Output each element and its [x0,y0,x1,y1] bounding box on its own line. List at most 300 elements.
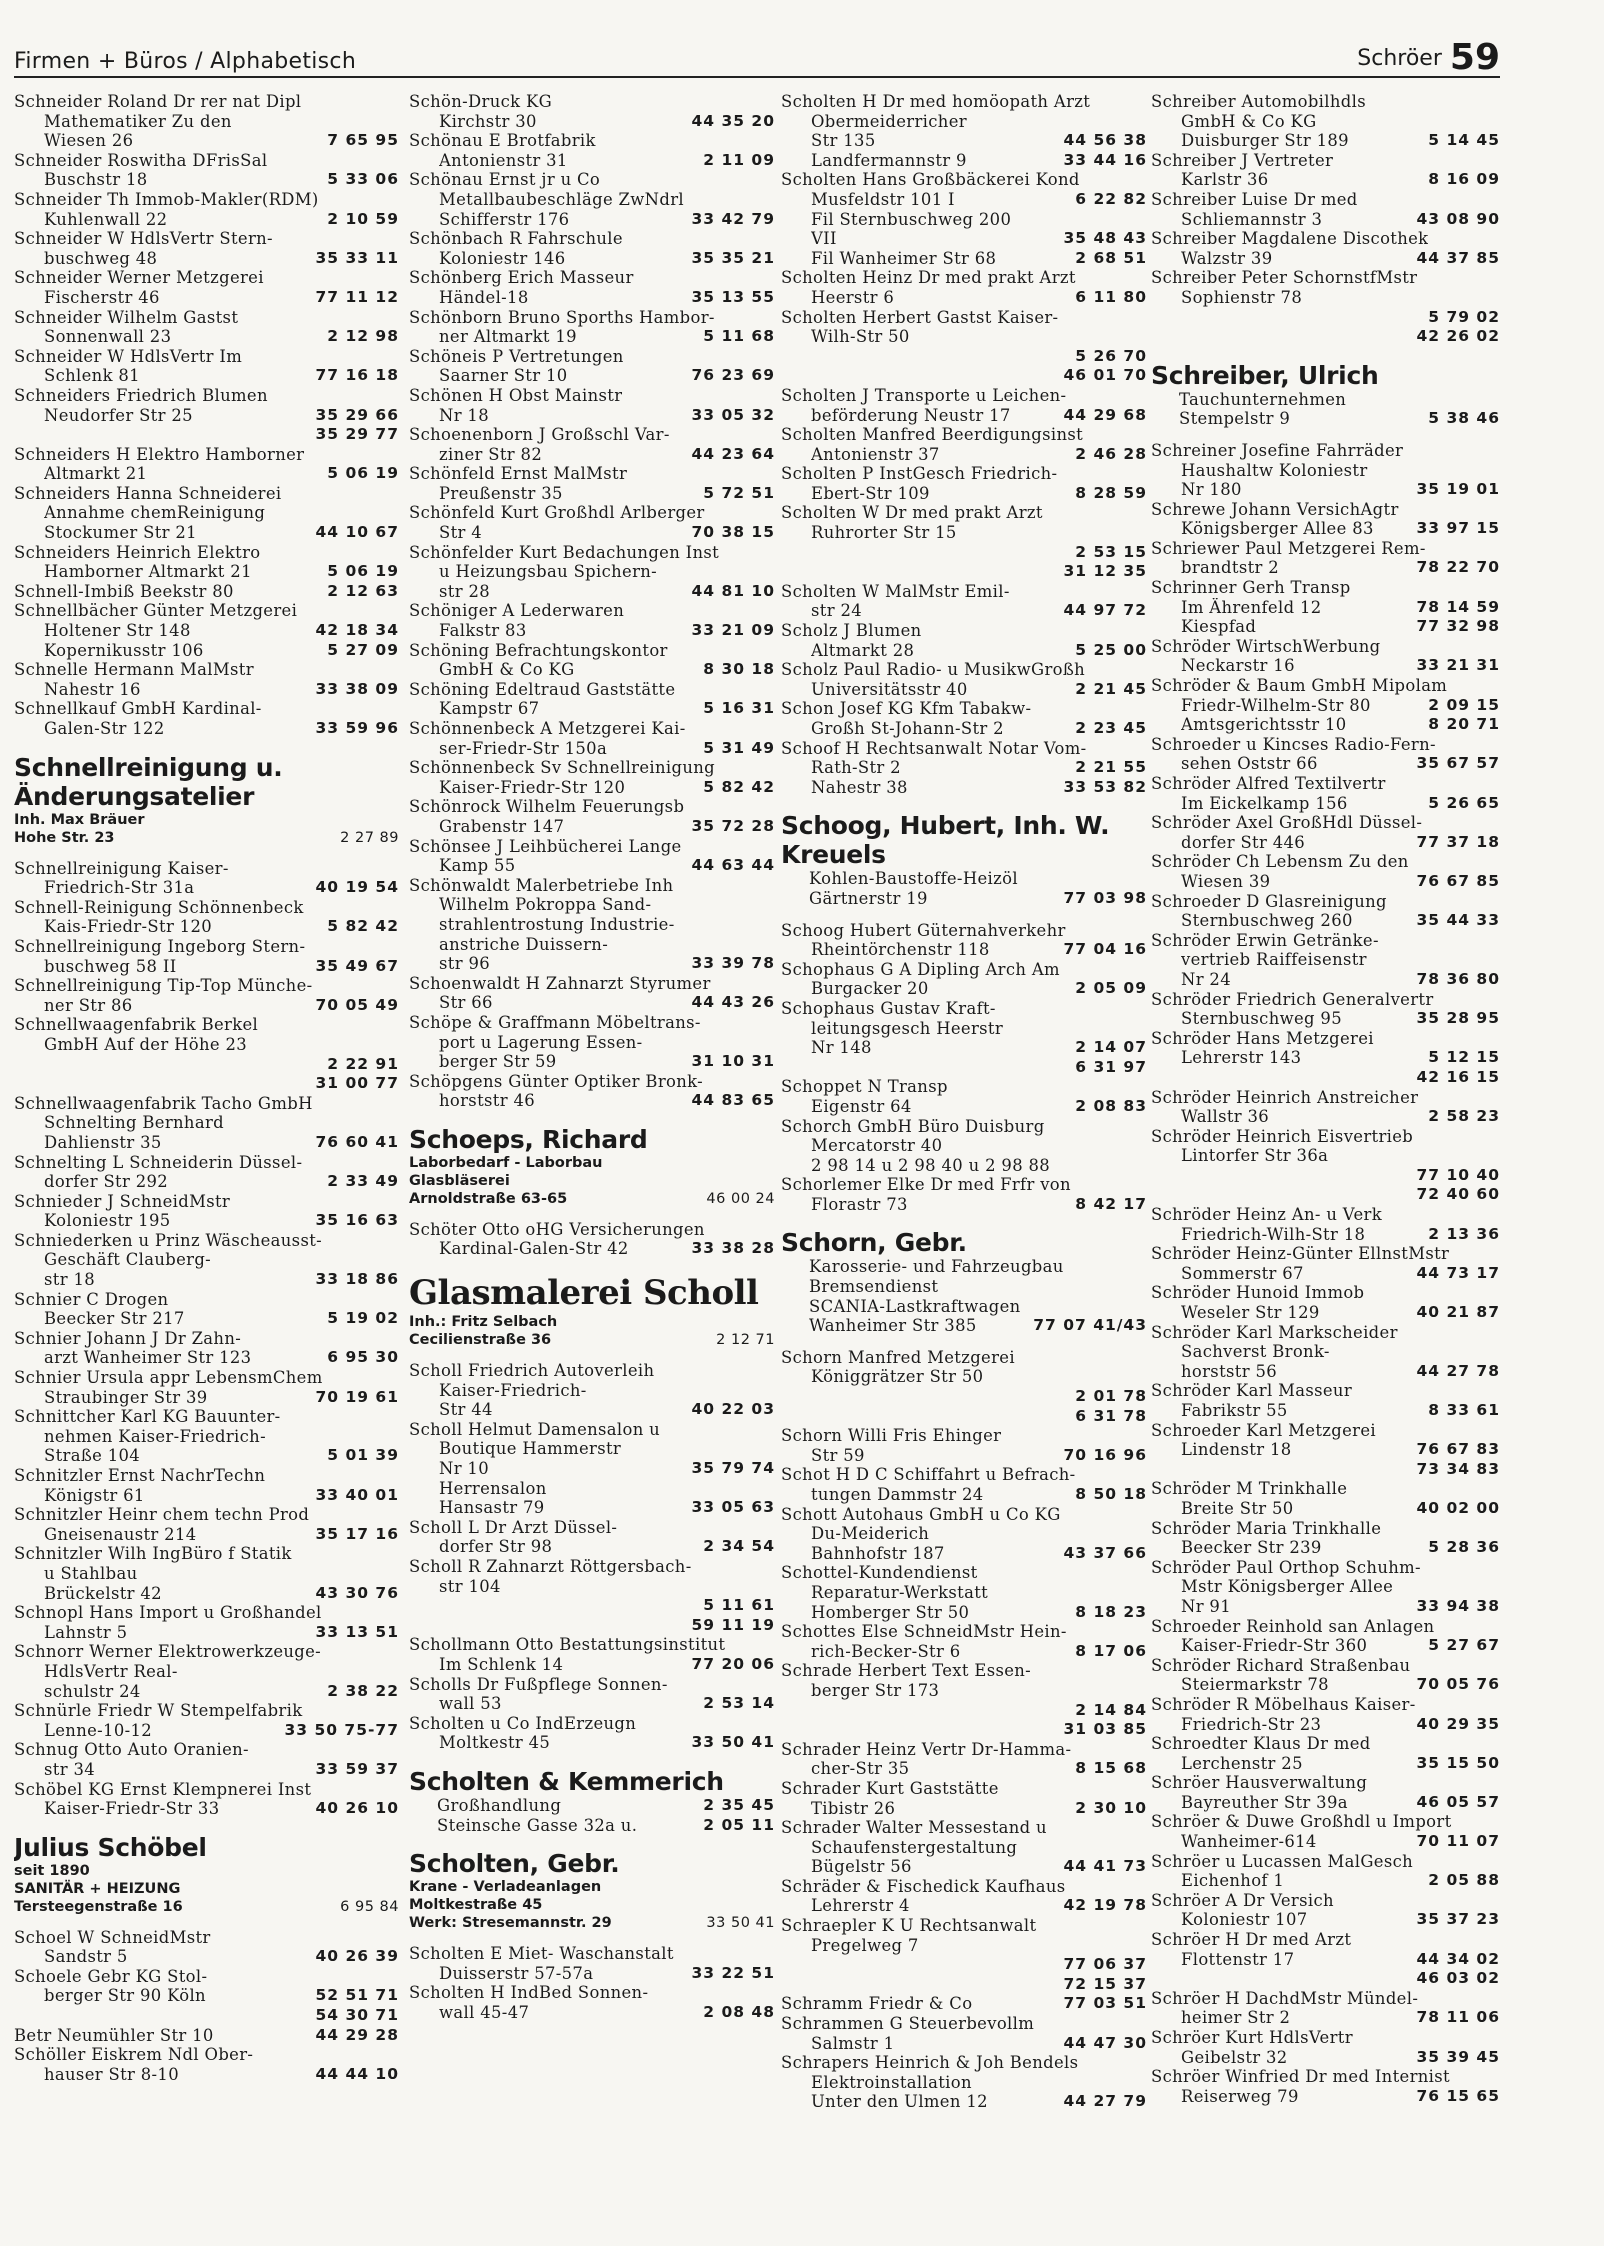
entry-text: Schophaus Gustav Kraft- [781,998,996,1018]
entry-line [1151,1362,1500,1382]
entry-text: Steiermarkstr 78 [1181,1675,1329,1695]
phone-number: 8 20 71 [1428,715,1500,734]
entry-text: Schröder Heinrich Anstreicher [1151,1087,1419,1107]
entry-text: Schöniger A Lederwaren [409,601,625,621]
entry-text: Schroeder u Kincses Radio-Fern- [1151,734,1436,754]
entry-text: Burgacker 20 [811,979,929,999]
entry-line [14,937,399,957]
listing-entry [14,1407,399,1466]
listing-entry [1151,1930,1500,1989]
entry-line [781,249,1147,269]
entry-line [409,837,775,857]
listing-entry [409,1675,775,1714]
listing-entry [1151,1773,1500,1812]
listing-entry [409,308,775,347]
listing-entry [781,1877,1147,1916]
entry-line [409,1331,775,1349]
entry-line [1151,1793,1500,1813]
entry-line [1151,1558,1500,1578]
phone-number: 70 05 76 [1416,1675,1500,1694]
entry-text: Geschäft Clauberg- [44,1250,212,1270]
entry-line [1151,1852,1500,1872]
listing-entry [14,1780,399,1819]
entry-text: Fil Wanheimer Str 68 [811,248,997,268]
phone-number: 8 15 68 [1075,1759,1147,1778]
entry-text: Schroedter Klaus Dr med [1151,1734,1371,1754]
entry-text: Duisburger Str 189 [1181,131,1349,151]
entry-line [14,327,399,347]
entry-text: Schröer Winfried Dr med Internist [1151,2067,1450,2087]
entry-text: Hansastr 79 [439,1498,545,1518]
entry-text: Scholten Hans Großbäckerei Kond [781,170,1080,190]
entry-line [14,1113,399,1133]
entry-text: Beecker Str 217 [44,1309,185,1329]
entry-text: Homberger Str 50 [811,1602,970,1622]
entry-text: Altmarkt 21 [44,464,148,484]
entry-line [14,1427,399,1447]
entry-line [409,1361,775,1381]
entry-text: Wiesen 39 [1181,871,1271,891]
phone-number: 44 35 20 [691,111,775,130]
entry-line [14,1074,399,1094]
listing-entry [1151,190,1500,229]
phone-number: 35 15 50 [1416,1753,1500,1772]
ad-subline: Krane - Verladeanlagen [409,1879,602,1896]
phone-number: 72 15 37 [1063,1974,1147,1993]
entry-text: Wilhelm Pokroppa Sand- [439,895,652,915]
phone-number: 46 00 24 [706,1190,775,1207]
entry-line [781,229,1147,249]
entry-line [14,366,399,386]
entry-line [409,974,775,994]
entry-text: Antonienstr 31 [439,150,568,170]
entry-line [409,1498,775,1518]
listing-entry [781,2014,1147,2053]
listing-entry [781,2053,1147,2112]
entry-line [1151,1009,1500,1029]
phone-number: 2 12 98 [327,327,399,346]
entry-text: Nr 180 [1181,480,1242,500]
entry-line [1151,519,1500,539]
entry-text: Schoof H Rechtsanwalt Notar Vom- [781,738,1087,758]
entry-line [1151,1617,1500,1637]
phone-number: 7 65 95 [327,131,399,150]
entry-line [14,288,399,308]
entry-line [409,229,775,249]
phone-number: 44 34 02 [1416,1949,1500,1968]
phone-number: 8 18 23 [1075,1602,1147,1621]
entry-text: Scholten Herbert Gastst Kaiser- [781,307,1059,327]
entry-line [1151,872,1500,892]
entry-text: Bahnhofstr 187 [811,1543,945,1563]
entry-line [781,1857,1147,1877]
entry-line [14,190,399,210]
entry-line [781,170,1147,190]
entry-line [14,92,399,112]
entry-line [781,582,1147,602]
entry-text: Schöpgens Günter Optiker Bronk- [409,1071,704,1091]
entry-line [1151,558,1500,578]
phone-number: 35 29 66 [315,405,399,424]
entry-text: Schniederken u Prinz Wäscheausst- [14,1230,323,1250]
entry-line [14,1623,399,1643]
entry-line [781,739,1147,759]
entry-line [1151,1715,1500,1735]
entry-line [1151,288,1500,308]
listing-entry [14,1505,399,1544]
entry-text: Schifferstr 176 [439,209,570,229]
entry-line [409,856,775,876]
entry-line [1151,151,1500,171]
entry-line [409,1796,775,1816]
column-3 [775,92,1147,2232]
entry-line [14,1967,399,1987]
entry-text: Schnorr Werner Elektrowerkzeuge- [14,1642,322,1662]
entry-line [14,1505,399,1525]
entry-text: GmbH & Co KG [439,660,575,680]
listing-entry [409,601,775,640]
entry-line [409,1675,775,1695]
entry-line [781,2092,1147,2112]
entry-line [409,582,775,602]
entry-text: Fil Sternbuschweg 200 [811,209,1012,229]
entry-text: Schröder Erwin Getränke- [1151,930,1379,950]
entry-line [781,921,1147,941]
entry-line [1151,441,1500,461]
entry-line [1151,892,1500,912]
phone-number: 43 37 66 [1063,1543,1147,1562]
entry-line [1151,92,1500,112]
entry-line [14,1928,399,1948]
phone-number: 44 29 28 [315,2025,399,2044]
entry-line [781,1465,1147,1485]
entry-line [14,1329,399,1349]
entry-line [14,1094,399,1114]
phone-number: 5 12 15 [1428,1048,1500,1067]
listing-entry [409,1420,775,1518]
entry-text: Wanheimer Str 385 [809,1316,977,1336]
entry-line [14,1799,399,1819]
entry-text: Schröder R Möbelhaus Kaiser- [1151,1694,1416,1714]
entry-line [14,680,399,700]
entry-line [1151,268,1500,288]
entry-line [781,1955,1147,1975]
entry-line [409,151,775,171]
entry-text: Schröder Maria Trinkhalle [1151,1518,1382,1538]
entry-text: Schrader Walter Messestand u [781,1818,1047,1838]
phone-number: 33 39 78 [691,954,775,973]
entry-line [409,1577,775,1597]
entry-text: buschweg 48 [44,248,158,268]
entry-line [1151,2067,1500,2087]
entry-line [1151,2048,1500,2068]
entry-line [1151,970,1500,990]
phone-number: 2 46 28 [1075,444,1147,463]
phone-number: 33 59 96 [315,719,399,737]
entry-line [1151,1068,1500,1088]
entry-text: GmbH Auf der Höhe 23 [44,1034,248,1054]
entry-text: Koloniestr 107 [1181,1910,1308,1930]
entry-text: Holtener Str 148 [44,621,191,641]
phone-number: 35 79 74 [691,1459,775,1478]
entry-line [14,898,399,918]
entry-line [14,445,399,465]
entry-text: Metallbaubeschläge ZwNdrl [439,189,684,209]
entry-line [1151,1969,1500,1989]
phone-number: 44 63 44 [691,856,775,875]
entry-line [781,1622,1147,1642]
phone-number: 77 16 18 [315,366,399,385]
listing-entry [781,1818,1147,1877]
listing-entry [409,347,775,386]
entry-line [781,778,1147,798]
entry-line [409,327,775,347]
entry-line [1151,1244,1500,1264]
listing-entry [1151,1283,1500,1322]
entry-line [14,1368,399,1388]
phone-number: 76 67 85 [1416,871,1500,890]
listing-entry [1151,268,1500,346]
entry-line [1151,852,1500,872]
entry-line [409,993,775,1013]
entry-text: Schrapers Heinrich & Joh Bendels [781,2053,1079,2073]
entry-line [409,1964,775,1984]
entry-text: Schnier C Drogen [14,1289,169,1309]
entry-text: Schröder Hunoid Immob [1151,1283,1365,1303]
listing-entry [781,425,1147,464]
entry-line [1151,1225,1500,1245]
entry-line [1151,676,1500,696]
listing-entry [14,601,399,660]
entry-line [14,1721,399,1741]
entry-text: Gneisenaustr 214 [44,1524,197,1544]
entry-text: Schröder M Trinkhalle [1151,1479,1348,1499]
entry-text: Amtsgerichtsstr 10 [1181,715,1347,735]
entry-line [1151,1597,1500,1617]
entry-line [1151,1421,1500,1441]
entry-text: vertrieb Raiffeisenstr [1181,950,1367,970]
entry-line [409,92,775,112]
entry-text: Schröder Axel GroßHdl Düssel- [1151,813,1423,833]
phone-number: 33 94 38 [1416,1596,1500,1615]
phone-number: 2 05 88 [1428,1871,1500,1890]
entry-line [14,229,399,249]
display-advertisement [409,1849,775,1932]
listing-entry [14,543,399,582]
entry-line [1151,1283,1500,1303]
listing-entry [14,347,399,386]
entry-text: Schnellkauf GmbH Kardinal- [14,699,262,719]
listing-entry [1151,1558,1500,1617]
entry-text: Lintorfer Str 36a [1181,1146,1329,1166]
entry-line [1151,1832,1500,1852]
entry-line [14,425,399,445]
phone-number: 77 04 16 [1063,940,1147,959]
phone-number: 33 40 01 [315,1485,399,1504]
entry-text: Nr 148 [811,1038,872,1058]
entry-line [781,1505,1147,1525]
phone-number: 46 01 70 [1063,366,1147,385]
entry-line [14,699,399,719]
entry-text: Weseler Str 129 [1181,1303,1320,1323]
entry-text: Schliemannstr 3 [1181,209,1323,229]
entry-text: Schnellreinigung Tip-Top Münche- [14,976,313,996]
ad-company-name: Schoeps, Richard [409,1124,648,1154]
entry-line [781,1583,1147,1603]
entry-line [14,1466,399,1486]
entry-line [781,2073,1147,2093]
entry-line [14,1192,399,1212]
phone-number: 40 19 54 [315,878,399,897]
entry-text: Schnitzler Wilh IngBüro f Statik [14,1544,292,1564]
phone-number: 77 32 98 [1416,617,1500,636]
listing-entry [1151,539,1500,578]
entry-line [1151,131,1500,151]
listing-entry [1151,637,1500,676]
entry-line [14,151,399,171]
entry-line [14,1525,399,1545]
entry-line [409,1816,775,1836]
phone-number: 5 27 09 [327,640,399,659]
entry-line [14,1407,399,1427]
entry-line [14,1603,399,1623]
display-advertisement [14,753,399,847]
entry-line [14,543,399,563]
phone-number: 73 34 83 [1416,1459,1500,1478]
entry-line [1151,735,1500,755]
entry-text: Schönbach R Fahrschule [409,229,623,249]
entry-line [781,660,1147,680]
phone-number: 44 56 38 [1063,131,1147,150]
listing-entry [1151,1656,1500,1695]
entry-line [781,1994,1147,2014]
entry-line [409,1944,775,1964]
entry-text: Lehrerstr 143 [1181,1048,1302,1068]
entry-text: Scholl Helmut Damensalon u [409,1419,661,1439]
entry-line [781,1175,1147,1195]
entry-line [1151,1538,1500,1558]
phone-number: 77 37 18 [1416,832,1500,851]
phone-number: 76 60 41 [315,1132,399,1151]
listing-entry [409,1220,775,1259]
entry-text: Ruhrorter Str 15 [811,523,957,543]
entry-line [1151,170,1500,190]
entry-text: Kaiser-Friedr-Str 360 [1181,1636,1368,1656]
entry-text: Karlstr 36 [1181,170,1269,190]
entry-text: Friedrich-Str 23 [1181,1714,1322,1734]
listing-entry [1151,1127,1500,1205]
phone-number: 76 67 83 [1416,1440,1500,1459]
entry-line [409,876,775,896]
entry-text: Reiserweg 79 [1181,2086,1299,2106]
entry-text: Schoenwaldt H Zahnarzt Styrumer [409,973,711,993]
phone-number: 76 23 69 [691,366,775,385]
listing-entry [14,1928,399,1967]
entry-line [781,1387,1147,1407]
entry-text: Schönnenbeck Sv Schnellreinigung [409,758,715,778]
listing-entry [14,1603,399,1642]
listing-entry [14,660,399,699]
entry-text: str 34 [44,1759,95,1779]
entry-text: Schot H D C Schiffahrt u Befrach- [781,1465,1076,1485]
listing-entry [781,503,1147,581]
phone-number: 40 26 39 [315,1947,399,1966]
entry-line [781,1779,1147,1799]
entry-text: Schrade Herbert Text Essen- [781,1661,1032,1681]
phone-number: 33 05 32 [691,405,775,424]
entry-text: Schräder & Fischedick Kaufhaus [781,1876,1066,1896]
entry-line [1151,327,1500,347]
entry-line [409,1239,775,1259]
listing-entry [1151,1734,1500,1773]
entry-line [1151,774,1500,794]
entry-text: Schreiber J Vertreter [1151,150,1334,170]
entry-line [781,999,1147,1019]
phone-number: 78 14 59 [1416,597,1500,616]
entry-line [781,1661,1147,1681]
display-advertisement [1151,361,1500,429]
entry-line [14,976,399,996]
entry-line [409,249,775,269]
listing-entry [1151,1205,1500,1244]
listing-entry [781,999,1147,1077]
listing-entry [781,1117,1147,1176]
entry-line [409,1033,775,1053]
ad-company-name: Julius Schöbel [14,1832,207,1862]
entry-text: Schreiber Magdalene Discothek [1151,229,1429,249]
entry-line [781,641,1147,661]
entry-line [781,1799,1147,1819]
entry-text: Walzstr 39 [1181,248,1273,268]
entry-line [409,464,775,484]
entry-line [14,660,399,680]
listing-entry [14,92,399,151]
entry-line [781,327,1147,347]
entry-text: Betr Neumühler Str 10 [14,2025,214,2045]
entry-line [1151,1264,1500,1284]
listing-entry [14,1466,399,1505]
listing-entry [781,739,1147,798]
entry-text: Neudorfer Str 25 [44,405,193,425]
phone-number: 42 18 34 [315,621,399,640]
entry-line [1151,950,1500,970]
entry-text: heimer Str 2 [1181,2008,1291,2028]
entry-line [781,562,1147,582]
phone-number: 31 10 31 [691,1052,775,1071]
entry-line [1151,2028,1500,2048]
listing-entry [14,229,399,268]
entry-text: Musfeldstr 101 I [811,189,955,209]
entry-text: Schönberg Erich Masseur [409,268,634,288]
entry-line [1151,1989,1500,2009]
phone-number: 40 29 35 [1416,1714,1500,1733]
phone-number: 35 39 45 [1416,2047,1500,2066]
entry-text: Kopernikusstr 106 [44,640,204,660]
entry-line [1151,1930,1500,1950]
listing-entry [409,425,775,464]
entry-line [781,1277,1147,1297]
entry-text: Eigenstr 64 [811,1096,912,1116]
phone-number: 5 11 61 [703,1596,775,1615]
entry-line [781,2014,1147,2034]
entry-text: Landfermannstr 9 [811,150,967,170]
listing-entry [1151,2067,1500,2106]
entry-text: Schönfeld Kurt Großhdl Arlberger [409,503,705,523]
phone-number: 2 09 15 [1428,695,1500,714]
entry-line [781,1838,1147,1858]
entry-text: Universitätsstr 40 [811,679,968,699]
entry-line [1151,1950,1500,1970]
